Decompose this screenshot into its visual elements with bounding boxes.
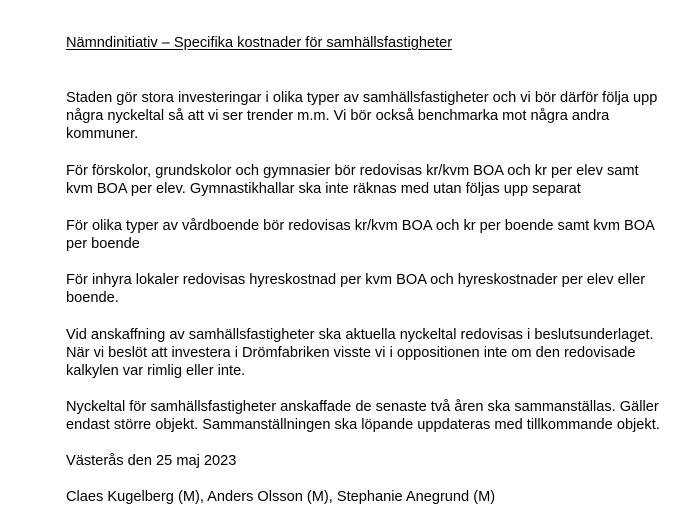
document-title: Nämndinitiativ – Specifika kostnader för samhällsfastigheter: [66, 35, 453, 51]
text-line: Västerås den 25 maj 2023: [66, 453, 237, 469]
text-line: Claes Kugelberg (M), Anders Olsson (M), Stephanie Anegrund (M): [66, 489, 496, 505]
text-line: per boende: [66, 236, 140, 252]
text-line: boende.: [66, 290, 119, 306]
paragraph-rented-premises: [66, 271, 646, 307]
text-line: endast större objekt. Sammanställningen ska löpande uppdateras med tillkommande objekt.: [66, 417, 660, 433]
text-line: några nyckeltal så att vi ser trender m.m. Vi bör också benchmarka mot några andra: [66, 108, 610, 124]
paragraph-investments: [66, 89, 658, 143]
text-line: För olika typer av vårdboende bör redovisas kr/kvm BOA och kr per boende samt kvm BOA: [66, 218, 655, 234]
text-line: För förskolor, grundskolor och gymnasier bör redovisas kr/kvm BOA och kr per elev samt: [66, 163, 639, 179]
date-line: [66, 452, 646, 470]
text-line: För inhyra lokaler redovisas hyreskostnad per kvm BOA och hyreskostnader per elev eller: [66, 272, 646, 288]
text-line: När vi beslöt att investera i Drömfabriken visste vi i oppositionen inte om den redovisade: [66, 345, 636, 361]
paragraph-acquisition: [66, 326, 654, 380]
paragraph-care-homes: [66, 217, 655, 253]
text-line: Vid anskaffning av samhällsfastigheter ska aktuella nyckeltal redovisas i beslutsunderlaget.: [66, 327, 654, 343]
text-line: kommuner.: [66, 126, 139, 142]
text-line: Nyckeltal för samhällsfastigheter anskaffade de senaste två åren ska sammanställas. Gäller: [66, 399, 659, 415]
text-line: kalkylen var rimlig eller inte.: [66, 363, 246, 379]
paragraph-schools: [66, 162, 646, 198]
paragraph-compilation: [66, 398, 660, 434]
text-line: kvm BOA per elev. Gymnastikhallar ska inte räknas med utan följas upp separat: [66, 181, 581, 197]
text-line: Staden gör stora investeringar i olika typer av samhällsfastigheter och vi bör därför följa upp: [66, 90, 658, 106]
signatories: [66, 488, 646, 506]
